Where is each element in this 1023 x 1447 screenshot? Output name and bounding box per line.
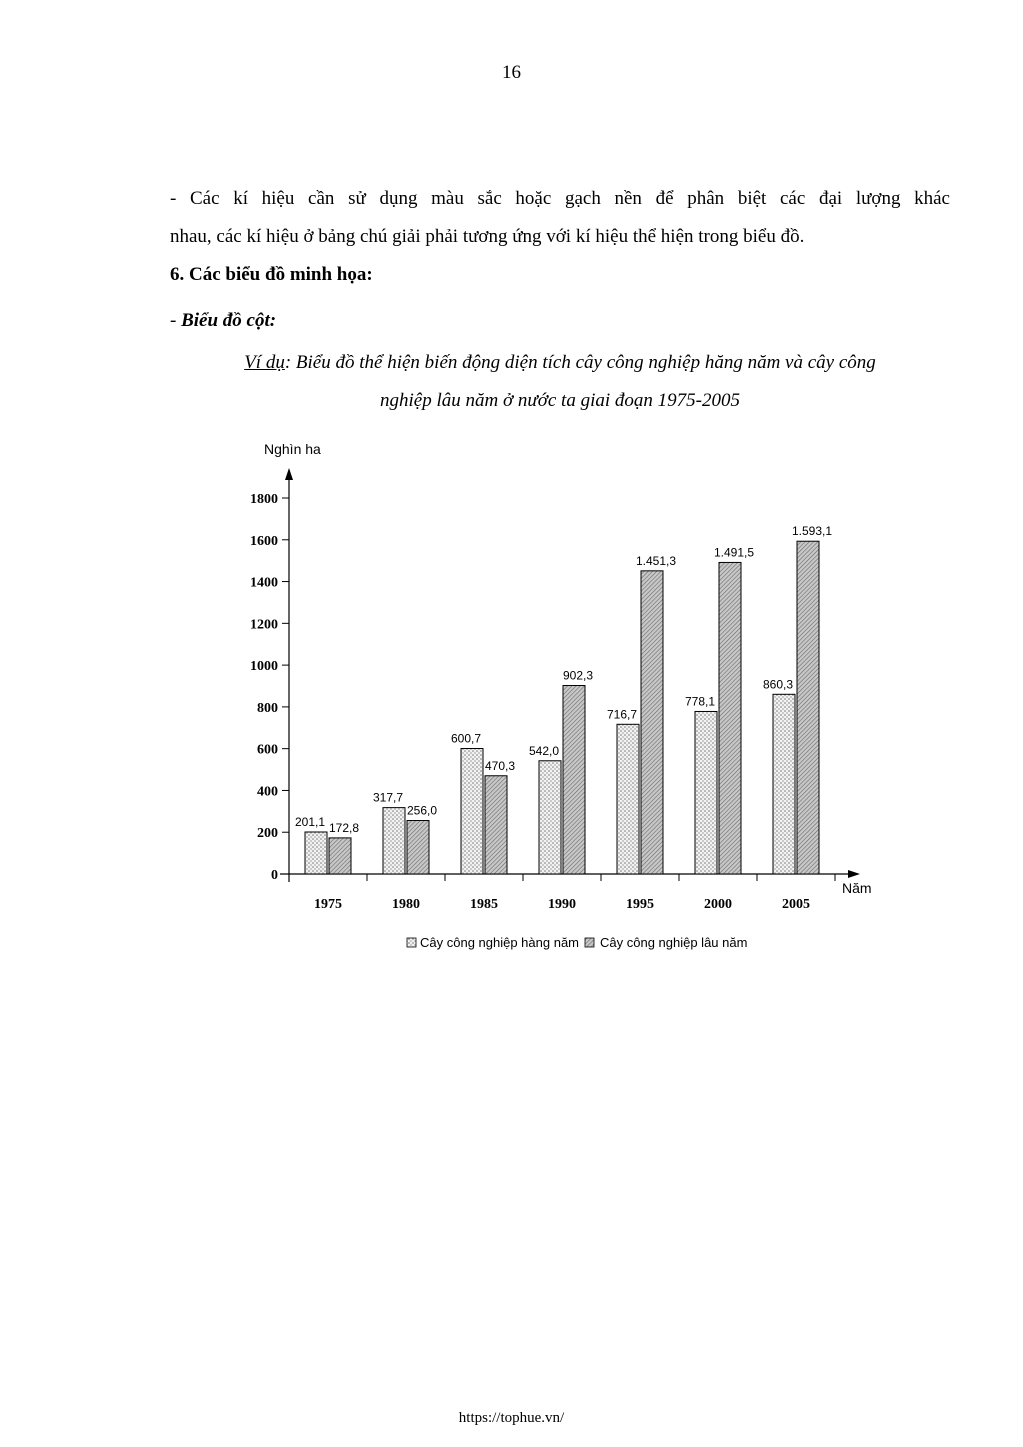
y-tick-label: 800 [257, 700, 278, 716]
sub-prefix: - [170, 310, 182, 331]
bar-perennial [485, 776, 507, 874]
y-tick-label: 1200 [250, 617, 278, 633]
data-label: 172,8 [328, 820, 360, 835]
x-tick-label: 1975 [314, 897, 342, 912]
paragraph-line-2: nhau, các kí hiệu ở bảng chú giải phải tương ứng với kí hiệu thể hiện trong biểu đồ. [170, 226, 805, 247]
page-number: 16 [502, 62, 521, 83]
data-label: 1.593,1 [791, 524, 833, 539]
bar-annual [773, 694, 795, 874]
y-tick-label: 600 [257, 742, 278, 758]
legend-label-annual: Cây công nghiệp hàng năm [420, 935, 580, 950]
x-tick-label: 1980 [392, 897, 420, 912]
y-tick-label: 1800 [250, 492, 278, 507]
bar-perennial [797, 541, 819, 874]
caption-prefix: Ví dụ [244, 352, 285, 373]
paragraph-line-1: - Các kí hiệu cần sử dụng màu sắc hoặc gạch nền để phân biệt các đại lượng khác [170, 188, 950, 209]
y-tick-label: 1600 [250, 533, 278, 549]
data-label: 317,7 [372, 790, 404, 805]
bar-annual [695, 711, 717, 874]
x-axis-arrow [848, 870, 860, 878]
x-tick-label: 1985 [470, 897, 498, 912]
section-heading: 6. Các biểu đồ minh họa: [170, 264, 373, 285]
x-tick-label: 1995 [626, 897, 654, 912]
caption-text: : Biểu đồ thể hiện biến động diện tích cây công nghiệp hăng năm và cây công [284, 352, 876, 373]
bar-perennial [329, 838, 351, 874]
bar-annual [305, 832, 327, 874]
x-tick-label: 2005 [782, 897, 810, 912]
y-axis-arrow [285, 468, 293, 480]
data-label: 778,1 [684, 694, 716, 709]
y-tick-label: 400 [257, 784, 278, 800]
y-tick-label: 1400 [250, 575, 278, 591]
y-axis-title: Nghìn ha [264, 441, 321, 457]
bar-perennial [563, 686, 585, 874]
x-tick-label: 1990 [548, 897, 576, 912]
legend-swatch-perennial [585, 938, 594, 947]
legend-label-perennial: Cây công nghiệp lâu năm [600, 935, 748, 950]
data-label: 902,3 [562, 668, 594, 683]
bar-annual [539, 761, 561, 874]
x-axis-title: Năm [842, 880, 872, 896]
bar-chart [0, 430, 1023, 990]
data-label: 600,7 [450, 731, 482, 746]
caption-line-2: nghiệp lâu năm ở nước ta giai đoạn 1975-2005 [380, 390, 740, 411]
bar-perennial [641, 571, 663, 874]
bar-annual [617, 724, 639, 874]
bar-perennial [719, 562, 741, 874]
data-label: 1.491,5 [713, 545, 755, 560]
caption-line-1 [170, 344, 950, 382]
legend-swatch-annual [407, 938, 416, 947]
data-label: 256,0 [406, 803, 438, 818]
x-tick-label: 2000 [704, 897, 732, 912]
bar-perennial [407, 821, 429, 874]
data-label: 860,3 [762, 677, 794, 692]
data-label: 470,3 [484, 758, 516, 773]
sub-label: Biểu đồ cột: [181, 310, 277, 331]
footer-url: https://tophue.vn/ [458, 1410, 565, 1426]
bar-annual [461, 749, 483, 874]
bar-annual [383, 808, 405, 874]
data-label: 542,0 [528, 743, 560, 758]
chart-type-label [170, 310, 276, 332]
data-label: 201,1 [294, 814, 326, 829]
y-tick-label: 200 [257, 826, 278, 842]
data-label: 1.451,3 [635, 553, 677, 568]
data-label: 716,7 [606, 707, 638, 722]
y-tick-label: 0 [271, 868, 278, 883]
y-tick-label: 1000 [250, 659, 278, 675]
